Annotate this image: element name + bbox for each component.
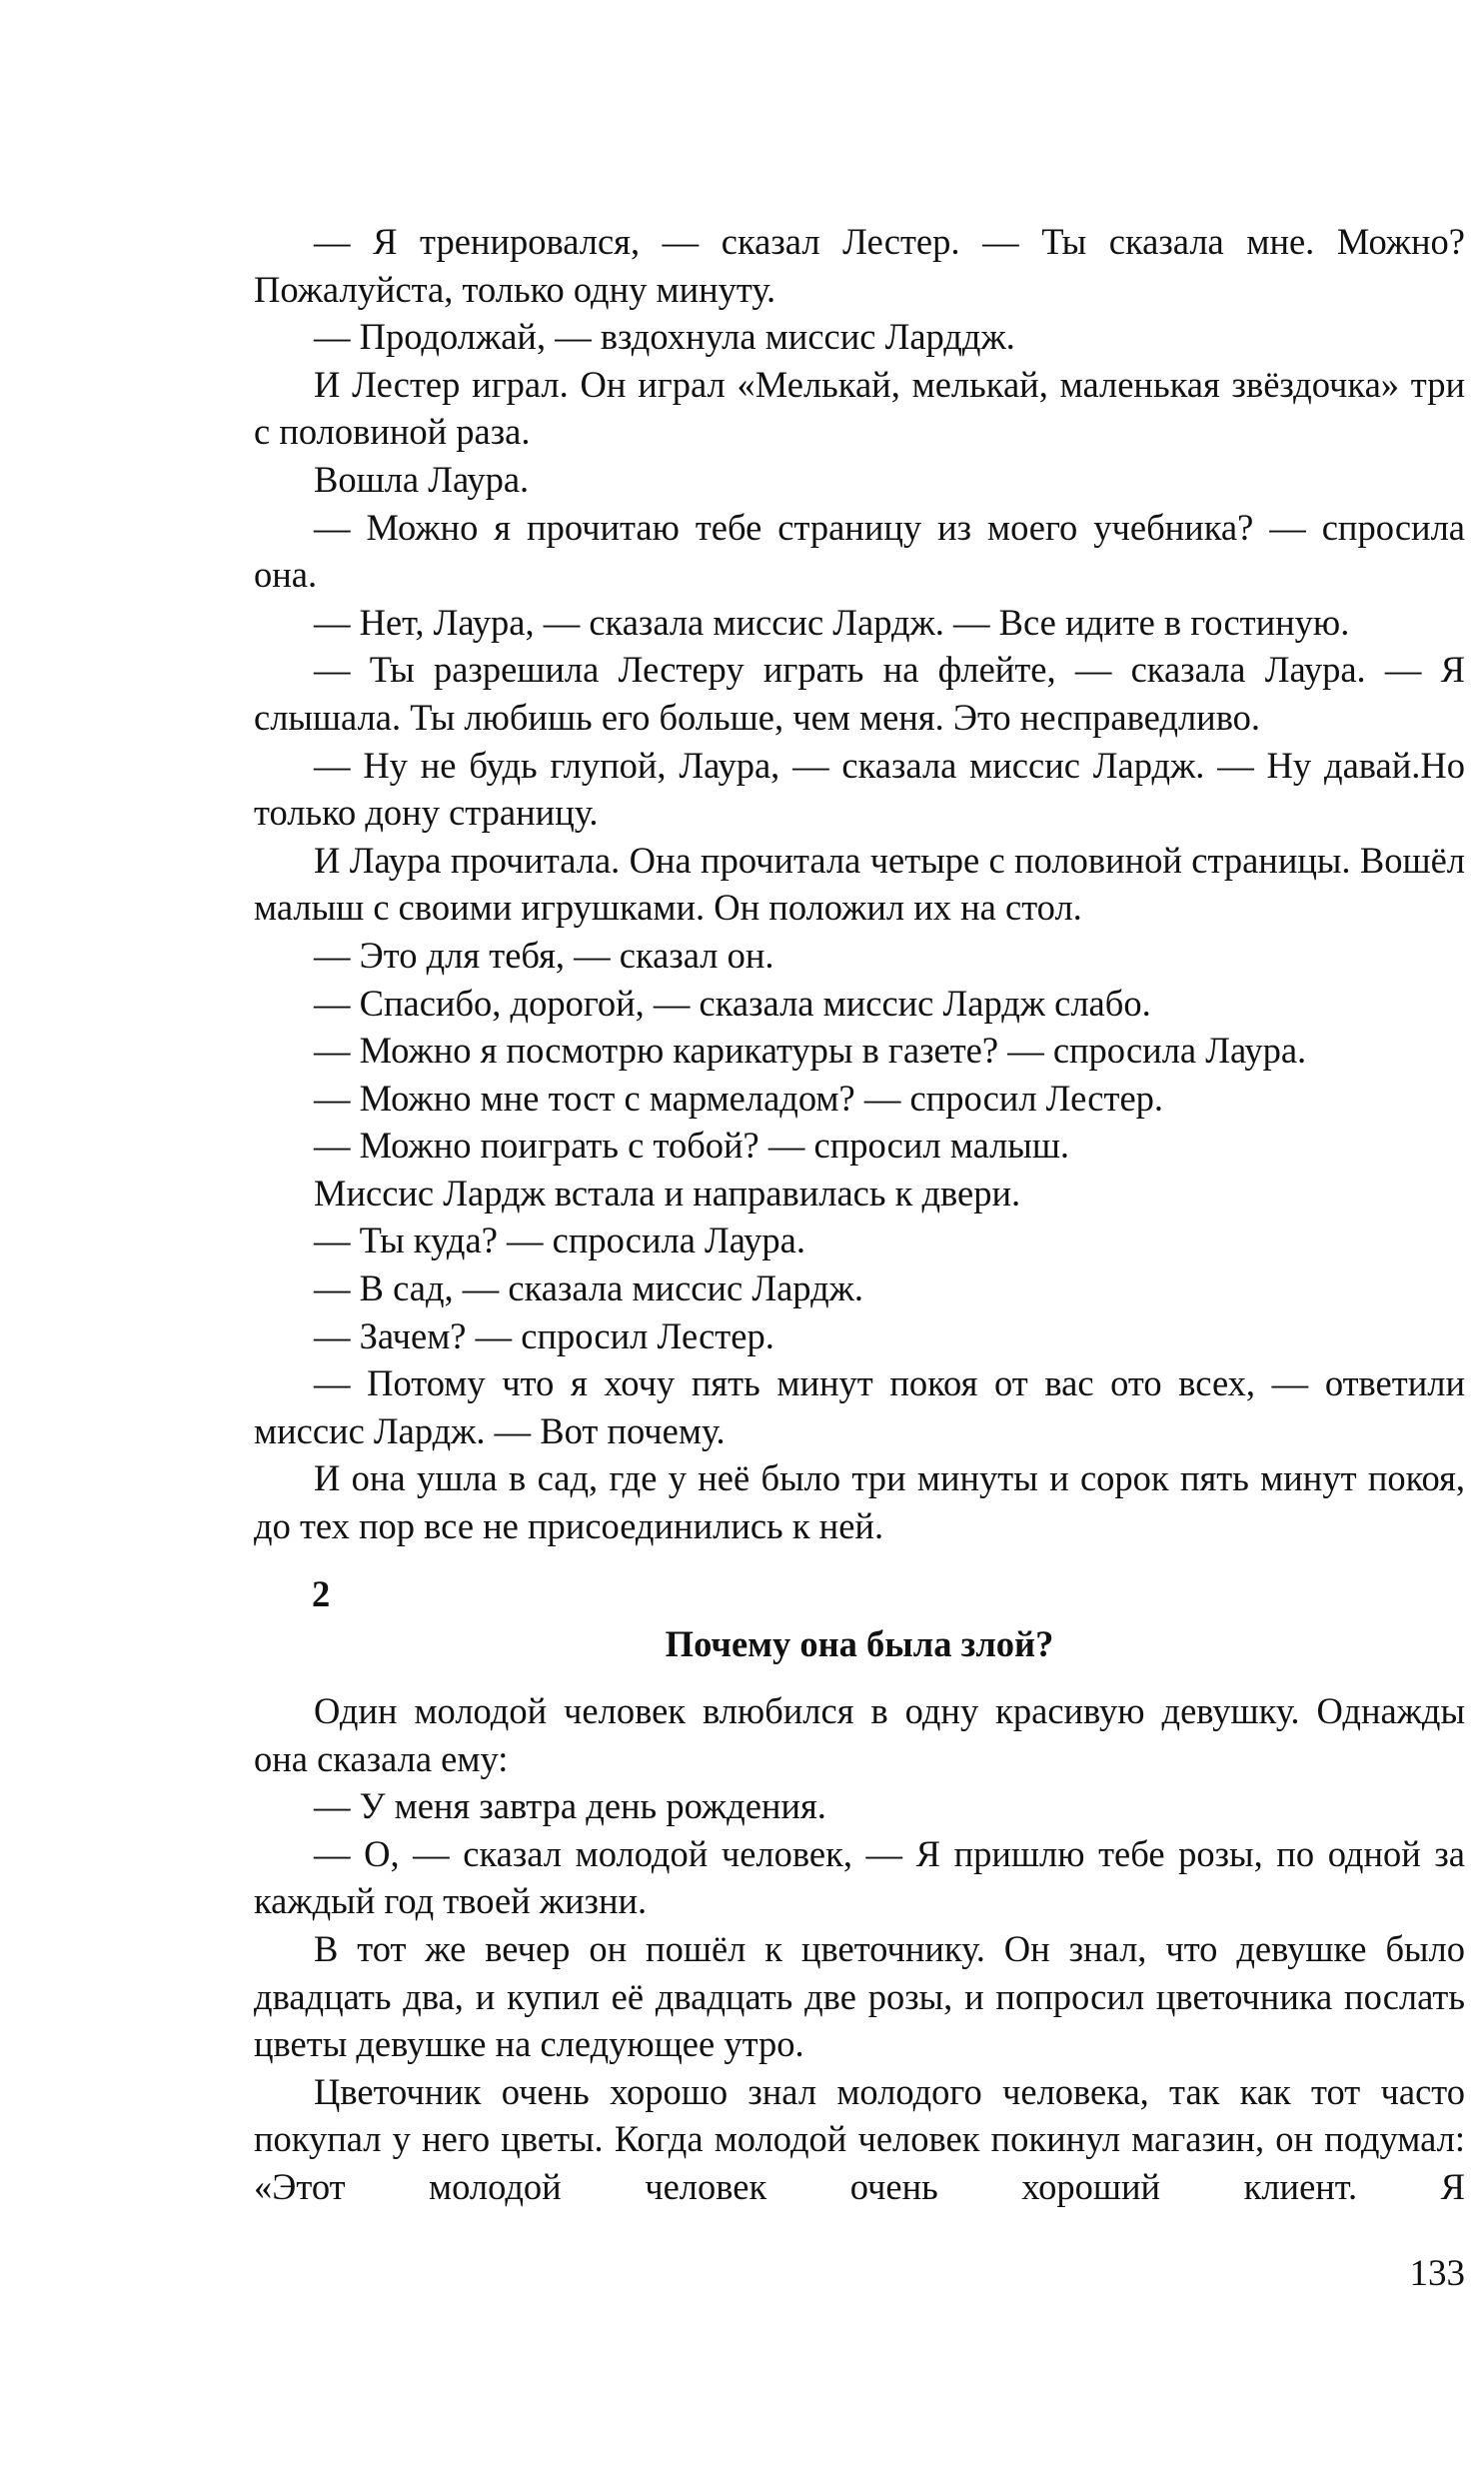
- paragraph: — Зачем? — спросил Лестер.: [314, 1314, 774, 1356]
- paragraph: — Спасибо, дорогой, — сказала миссис Лардж слабо.: [314, 982, 1151, 1024]
- chapter-number: 2: [312, 1573, 331, 1614]
- paragraph: — Ты разрешила Лестеру играть на флейте, — сказала Лаура. — Я слышала. Ты любишь его больше, чем меня. Это несправедливо.: [254, 649, 1465, 738]
- paragraph: — Ну не будь глупой, Лаура, — сказала миссис Лардж. — Ну давай.Но только дону страницу.: [254, 744, 1465, 834]
- paragraph: — Можно я прочитаю тебе страницу из моего учебника? — спросила она.: [254, 506, 1465, 596]
- paragraph: — Это для тебя, — сказал он.: [314, 934, 774, 976]
- paragraph: — Потому что я хочу пять минут покоя от вас ото всех, — ответили миссис Лардж. — Вот почему.: [254, 1362, 1465, 1451]
- paragraph: — О, — сказал молодой человек, — Я пришлю тебе розы, по одной за каждый год твоей жизни.: [254, 1832, 1465, 1922]
- paragraph: — Нет, Лаура, — сказала миссис Лардж. — Все идите в гостиную.: [314, 601, 1350, 643]
- page-number: 133: [1409, 2253, 1465, 2294]
- paragraph: — Продолжай, — вздохнула миссис Ларддж.: [314, 316, 1015, 358]
- paragraph: — Можно я посмотрю карикатуры в газете? — спросила Лаура.: [314, 1030, 1307, 1072]
- paragraph: Вошла Лаура.: [314, 458, 530, 500]
- paragraph: Миссис Лардж встала и направилась к двери.: [314, 1172, 1021, 1214]
- paragraph: — Ты куда? — спросила Лаура.: [314, 1220, 805, 1261]
- paragraph: — В сад, — сказала миссис Лардж.: [314, 1267, 863, 1309]
- paragraph: Цветочник очень хорошо знал молодого человека, так как тот часто покупал у него цветы. Когда молодой человек покинул магазин, он подумал: «Этот молодой человек очень хороший клиент. Я: [254, 2070, 1465, 2207]
- chapter-title: Почему она была злой?: [665, 1623, 1054, 1664]
- paragraph: И Лаура прочитала. Она прочитала четыре с половиной страницы. Вошёл малыш с своими игрушками. Он положил их на стол.: [254, 839, 1465, 929]
- paragraph: — Я тренировался, — сказал Лестер. — Ты сказала мне. Можно? Пожалуйста, только одну минуту.: [254, 221, 1465, 310]
- paragraph: — Можно поиграть с тобой? — спросил малыш.: [314, 1125, 1070, 1167]
- paragraph: Один молодой человек влюбился в одну красивую девушку. Однажды она сказала ему:: [254, 1690, 1465, 1779]
- paragraph: — Можно мне тост с мармеладом? — спросил Лестер.: [314, 1077, 1164, 1119]
- paragraph: И Лестер играл. Он играл «Мелькай, мелькай, маленькая звёздочка» три с половиной раза.: [254, 363, 1465, 453]
- text-block-2: [254, 1687, 1465, 2211]
- paragraph: — У меня завтра день рождения.: [314, 1785, 826, 1827]
- paragraph: И она ушла в сад, где у неё было три минуты и сорок пять минут покоя, до тех пор все не присоединились к ней.: [254, 1457, 1465, 1547]
- text-block-1: [254, 218, 1465, 1550]
- paragraph: В тот же вечер он пошёл к цветочнику. Он знал, что девушке было двадцать два, и купил её двадцать две розы, и попросил цветочника послать цветы девушке на следующее утро.: [254, 1927, 1465, 2065]
